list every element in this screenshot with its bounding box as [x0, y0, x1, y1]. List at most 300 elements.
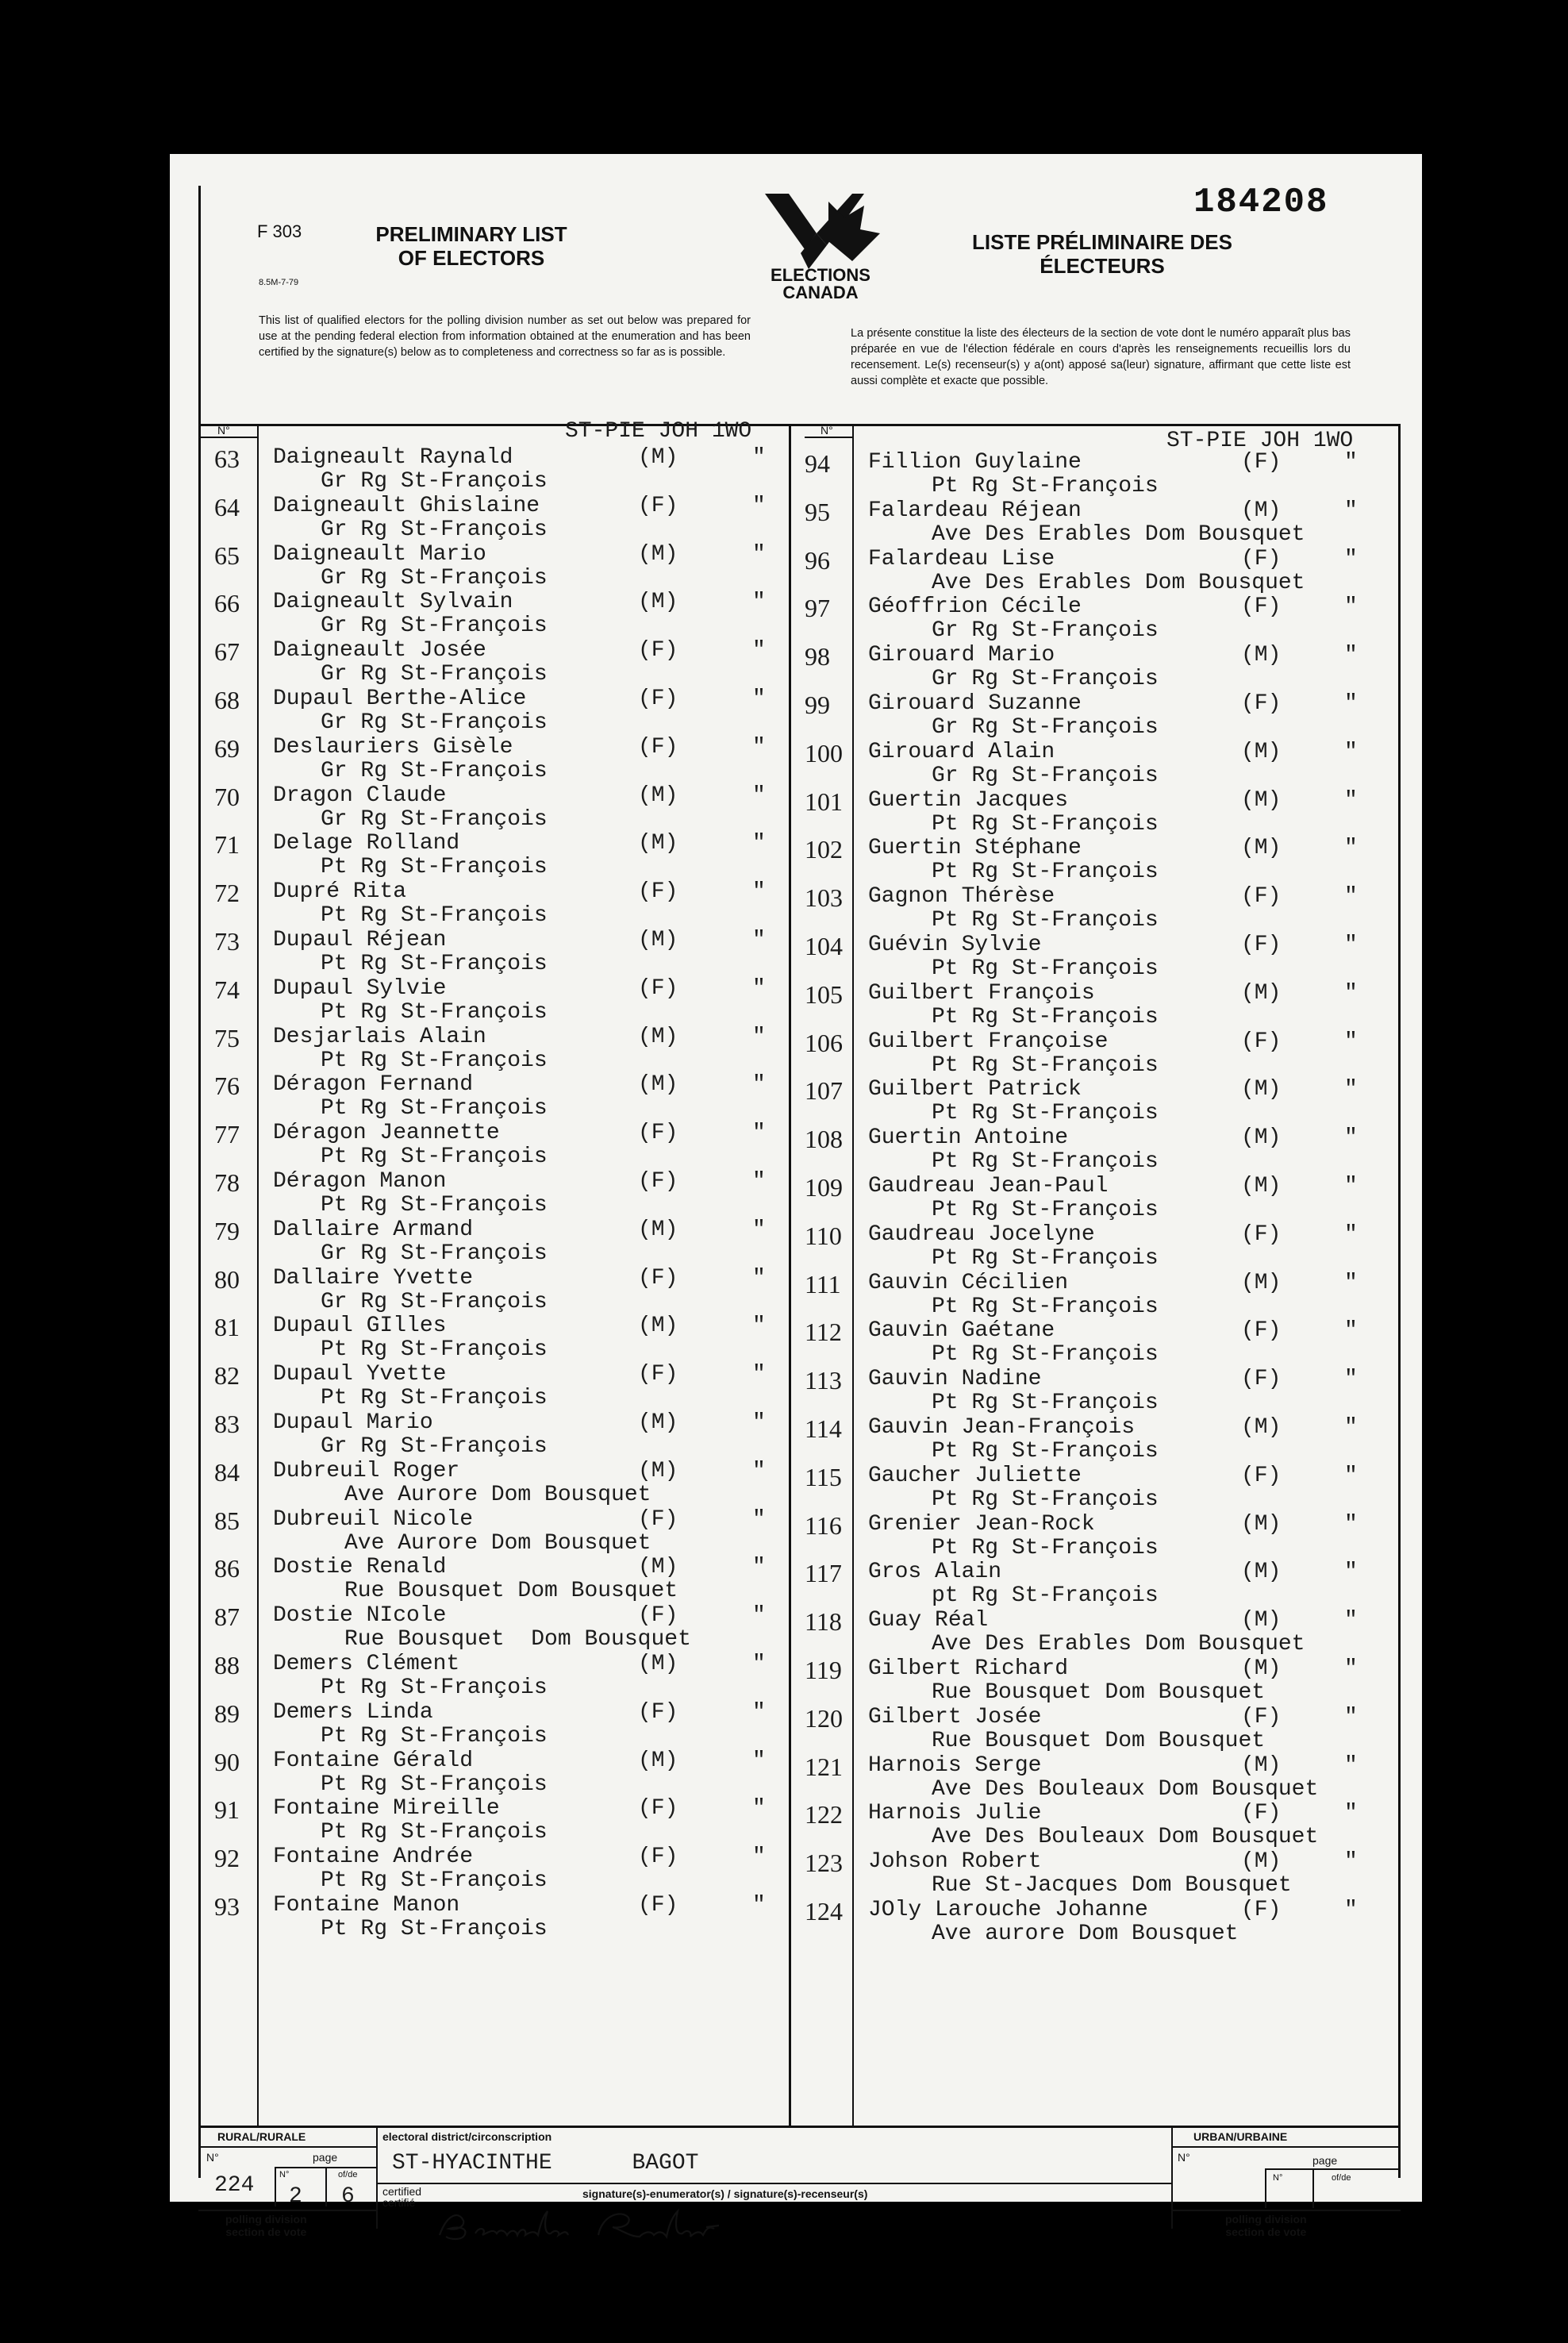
ditto-mark: " — [752, 541, 766, 567]
entry-number: 100 — [805, 738, 843, 768]
elector-address: pt Rg St-François — [932, 1583, 1159, 1609]
elector-address: Pt Rg St-François — [932, 908, 1159, 933]
elector-name: JOly Larouche Johanne — [868, 1898, 1148, 1922]
elector-name: Dallaire Yvette — [273, 1265, 474, 1291]
certified-label: certified certifié — [382, 2185, 422, 2209]
elector-name: Gauvin Nadine — [868, 1367, 1042, 1392]
locality-left: ST-PIE JOH 1WO — [565, 419, 752, 444]
elector-address: Pt Rg St-François — [321, 855, 548, 880]
ditto-mark: " — [752, 1748, 766, 1773]
document-number: 184208 — [1193, 183, 1329, 222]
elector-address: Gr Rg St-François — [932, 618, 1159, 644]
elector-address: Pt Rg St-François — [321, 1772, 548, 1797]
elector-address: Pt Rg St-François — [932, 474, 1159, 498]
elector-name: Gagnon Thérèse — [868, 884, 1055, 910]
elector-address: Pt Rg St-François — [321, 1096, 548, 1121]
elector-sex: (M) — [1241, 1174, 1282, 1198]
elector-sex: (F) — [1241, 1222, 1282, 1247]
elector-name: Dupaul GIlles — [273, 1314, 447, 1339]
elector-sex: (F) — [1241, 1367, 1282, 1392]
maple-leaf-x-icon — [733, 186, 908, 305]
elector-address: Pt Rg St-François — [932, 1198, 1159, 1222]
polling-division-label-left: polling division section de vote — [225, 2213, 307, 2238]
entry-number: 115 — [805, 1462, 842, 1491]
elector-name: Déragon Manon — [273, 1169, 447, 1194]
entry-number: 88 — [214, 1651, 240, 1679]
ditto-mark: " — [752, 1265, 766, 1291]
svg-text:CANADA: CANADA — [782, 283, 859, 302]
entry-number: 122 — [805, 1800, 843, 1829]
entry-number: 102 — [805, 835, 843, 864]
elector-sex: (F) — [638, 1362, 678, 1387]
elector-name: Demers Clément — [273, 1652, 460, 1676]
elector-name: Dragon Claude — [273, 783, 447, 808]
elector-name: Dallaire Armand — [273, 1217, 474, 1242]
ditto-mark: " — [752, 638, 766, 664]
ditto-mark: " — [752, 1458, 766, 1483]
elector-address: Pt Rg St-François — [932, 1294, 1159, 1319]
urban-page-box-mid — [1312, 2168, 1314, 2208]
footer-rural-divider — [376, 2126, 378, 2229]
ditto-mark: " — [752, 928, 766, 952]
elector-sex: (F) — [638, 493, 678, 518]
elector-sex: (M) — [1241, 836, 1282, 861]
entry-number: 78 — [214, 1168, 240, 1197]
col-no-label-left: N° — [217, 424, 230, 437]
ditto-mark: " — [1344, 884, 1358, 910]
entry-number: 98 — [805, 642, 830, 671]
elector-sex: (M) — [638, 1217, 678, 1242]
elector-address: Ave Des Erables Dom Bousquet — [932, 1632, 1305, 1657]
elector-address: Pt Rg St-François — [932, 1004, 1159, 1029]
elector-name: Deslauriers Gisèle — [273, 734, 513, 760]
ditto-mark: " — [1344, 1270, 1358, 1295]
elector-address: Pt Rg St-François — [321, 1386, 548, 1411]
elector-address: Ave Des Bouleaux Dom Bousquet — [932, 1825, 1319, 1850]
ditto-mark: " — [1344, 836, 1358, 861]
ditto-mark: " — [1344, 1898, 1358, 1922]
elector-name: Dupaul Réjean — [273, 928, 447, 952]
elector-sex: (M) — [638, 1024, 678, 1049]
entry-number: 83 — [214, 1410, 240, 1438]
elector-name: Delage Rolland — [273, 831, 460, 856]
entry-number: 67 — [214, 637, 240, 667]
elector-sex: (F) — [638, 1603, 678, 1629]
entry-number: 89 — [214, 1699, 240, 1728]
elector-name: Dupré Rita — [273, 879, 407, 905]
elector-name: Girouard Mario — [868, 643, 1055, 668]
entry-number: 121 — [805, 1752, 843, 1781]
ditto-mark: " — [752, 1845, 766, 1870]
entry-number: 87 — [214, 1602, 240, 1632]
entry-number: 70 — [214, 782, 240, 811]
elector-address: Rue Bousquet Dom Bousquet — [344, 1579, 678, 1604]
col-no-label-right: N° — [821, 424, 833, 437]
elector-sex: (M) — [638, 783, 678, 808]
entry-number: 73 — [214, 927, 240, 956]
elector-address: Pt Rg St-François — [321, 1868, 548, 1894]
elector-address: Pt Rg St-François — [321, 1337, 548, 1363]
entry-number: 96 — [805, 545, 830, 575]
elector-sex: (M) — [1241, 1560, 1282, 1585]
ditto-mark: " — [752, 783, 766, 808]
elector-sex: (M) — [1241, 1270, 1282, 1295]
entry-number: 110 — [805, 1221, 842, 1250]
elector-address: Pt Rg St-François — [932, 1101, 1159, 1126]
rural-no-value: 224 — [214, 2173, 255, 2198]
elector-address: Rue St-Jacques Dom Bousquet — [932, 1873, 1292, 1899]
elector-address: Pt Rg St-François — [932, 1439, 1159, 1464]
elector-sex: (F) — [638, 1506, 678, 1532]
entry-number: 112 — [805, 1318, 842, 1347]
elector-name: Géoffrion Cécile — [868, 594, 1082, 620]
elector-address: Pt Rg St-François — [321, 1145, 548, 1170]
elector-sex: (M) — [1241, 1752, 1282, 1778]
elector-address: Gr Rg St-François — [932, 715, 1159, 740]
elector-sex: (M) — [1241, 1656, 1282, 1681]
entry-number: 79 — [214, 1216, 240, 1245]
elector-address: Ave Des Erables Dom Bousquet — [932, 570, 1305, 595]
elector-sex: (M) — [638, 541, 678, 567]
elector-sex: (F) — [1241, 1801, 1282, 1826]
ditto-mark: " — [1344, 1174, 1358, 1198]
footer-urban-divider — [1171, 2126, 1173, 2229]
svg-text:ELECTIONS: ELECTIONS — [771, 265, 870, 285]
elector-name: Dubreuil Nicole — [273, 1506, 474, 1532]
rural-page-no-label: N° — [279, 2170, 290, 2179]
rural-page-of-label: of/de — [338, 2170, 358, 2179]
ditto-mark: " — [752, 590, 766, 615]
elector-name: Grenier Jean-Rock — [868, 1511, 1095, 1537]
elector-sex: (M) — [638, 928, 678, 952]
footer-district-rule — [378, 2183, 1171, 2184]
ditto-mark: " — [752, 493, 766, 518]
right-margin-line — [1398, 424, 1401, 2178]
entry-number: 105 — [805, 979, 843, 1009]
elector-name: Dubreuil Roger — [273, 1458, 460, 1483]
elector-address: Pt Rg St-François — [321, 999, 548, 1025]
urban-no-label: N° — [1178, 2151, 1190, 2164]
elector-sex: (M) — [638, 831, 678, 856]
ditto-mark: " — [1344, 594, 1358, 620]
elector-name: Gaucher Juliette — [868, 1463, 1082, 1488]
elector-sex: (M) — [638, 1072, 678, 1098]
entry-number: 75 — [214, 1023, 240, 1052]
elector-name: Johson Robert — [868, 1849, 1042, 1875]
elector-sex: (M) — [1241, 498, 1282, 523]
urban-page-of-label: of/de — [1332, 2173, 1351, 2183]
elector-name: Daigneault Raynald — [273, 445, 513, 470]
entry-number: 65 — [214, 541, 240, 570]
entry-number: 84 — [214, 1457, 240, 1487]
entry-number: 107 — [805, 1076, 843, 1106]
entry-number: 111 — [805, 1269, 841, 1298]
ditto-mark: " — [1344, 1463, 1358, 1488]
ditto-mark: " — [1344, 691, 1358, 716]
ditto-mark: " — [1344, 787, 1358, 813]
ditto-mark: " — [1344, 1752, 1358, 1778]
entry-number: 93 — [214, 1892, 240, 1921]
elector-sex: (F) — [1241, 1898, 1282, 1922]
header-rule — [198, 424, 1401, 426]
elector-address: Gr Rg St-François — [321, 469, 548, 494]
entry-number: 114 — [805, 1414, 842, 1443]
ditto-mark: " — [1344, 980, 1358, 1006]
elector-address: Gr Rg St-François — [321, 517, 548, 542]
entry-number: 117 — [805, 1559, 842, 1588]
elector-name: Daigneault Ghislaine — [273, 493, 540, 518]
district-label: electoral district/circonscription — [382, 2130, 552, 2143]
ditto-mark: " — [1344, 1029, 1358, 1054]
elector-name: Guertin Antoine — [868, 1125, 1069, 1151]
locality-right: ST-PIE JOH 1WO — [1166, 429, 1354, 453]
entry-number: 91 — [214, 1795, 240, 1825]
elector-address: Ave Des Erables Dom Bousquet — [932, 521, 1305, 547]
ditto-mark: " — [1344, 739, 1358, 764]
elector-name: Fontaine Mireille — [273, 1796, 500, 1822]
elector-sex: (M) — [1241, 980, 1282, 1006]
elector-name: Dostie NIcole — [273, 1603, 447, 1629]
elector-name: Gilbert Richard — [868, 1656, 1069, 1681]
ditto-mark: " — [752, 734, 766, 760]
elector-address: Pt Rg St-François — [932, 1535, 1159, 1560]
elector-name: Daigneault Sylvain — [273, 590, 513, 615]
elector-sex: (M) — [638, 1458, 678, 1483]
entry-number: 74 — [214, 975, 240, 1004]
ditto-mark: " — [752, 1652, 766, 1676]
page-of-value: 6 — [341, 2184, 355, 2209]
ditto-mark: " — [752, 1217, 766, 1242]
elector-sex: (F) — [1241, 933, 1282, 957]
elector-address: Gr Rg St-François — [321, 1289, 548, 1314]
elector-address: Gr Rg St-François — [321, 710, 548, 735]
entry-number: 94 — [805, 449, 830, 478]
center-divider — [789, 424, 791, 2126]
elector-sex: (F) — [1241, 594, 1282, 620]
elector-name: Déragon Fernand — [273, 1072, 474, 1098]
urban-page-label: page — [1312, 2154, 1338, 2167]
footer-top-rule — [198, 2126, 1401, 2128]
elector-sex: (M) — [1241, 739, 1282, 764]
ditto-mark: " — [752, 445, 766, 470]
elector-address: Gr Rg St-François — [932, 667, 1159, 692]
elector-address: Pt Rg St-François — [932, 956, 1159, 981]
elector-sex: (F) — [638, 1121, 678, 1146]
elector-name: Harnois Serge — [868, 1752, 1042, 1778]
urban-label: URBAN/URBAINE — [1193, 2130, 1288, 2143]
elector-name: Dupaul Yvette — [273, 1362, 447, 1387]
form-print-code: 8.5M-7-79 — [259, 278, 299, 287]
elector-sex: (M) — [1241, 1511, 1282, 1537]
elector-name: Harnois Julie — [868, 1801, 1042, 1826]
entry-number: 103 — [805, 883, 843, 913]
elector-sex: (F) — [638, 1893, 678, 1918]
entry-number: 90 — [214, 1747, 240, 1776]
entry-number: 77 — [214, 1120, 240, 1149]
elector-address: Gr Rg St-François — [321, 1241, 548, 1266]
elector-sex: (M) — [1241, 643, 1282, 668]
ditto-mark: " — [752, 1121, 766, 1146]
elector-name: Gaudreau Jocelyne — [868, 1222, 1095, 1247]
elector-name: Dupaul Mario — [273, 1410, 433, 1435]
elector-sex: (F) — [638, 1699, 678, 1725]
elector-sex: (M) — [638, 590, 678, 615]
ditto-mark: " — [1344, 1608, 1358, 1633]
elector-sex: (F) — [1241, 1318, 1282, 1344]
elector-sex: (F) — [1241, 691, 1282, 716]
ditto-mark: " — [752, 687, 766, 711]
entry-number: 104 — [805, 932, 843, 960]
ditto-mark: " — [752, 831, 766, 856]
urban-page-box-left — [1265, 2168, 1266, 2208]
rural-label: RURAL/RURALE — [217, 2130, 306, 2143]
electors-list-page — [170, 154, 1422, 2238]
ditto-mark: " — [1344, 643, 1358, 668]
entry-number: 119 — [805, 1656, 842, 1684]
elector-sex: (M) — [1241, 1077, 1282, 1102]
ditto-mark: " — [752, 1555, 766, 1580]
entry-number: 63 — [214, 444, 240, 473]
rural-no-label: N° — [206, 2151, 219, 2164]
ditto-mark: " — [1344, 1656, 1358, 1681]
elector-address: Pt Rg St-François — [932, 1342, 1159, 1368]
elector-sex: (F) — [1241, 884, 1282, 910]
ditto-mark: " — [752, 1796, 766, 1822]
entry-number: 97 — [805, 594, 830, 623]
ditto-mark: " — [1344, 1704, 1358, 1729]
elector-sex: (M) — [638, 445, 678, 470]
ditto-mark: " — [1344, 1801, 1358, 1826]
elector-address: Pt Rg St-François — [321, 903, 548, 929]
elector-name: Fontaine Manon — [273, 1893, 460, 1918]
elector-address: Rue Bousquet Dom Bousquet — [932, 1680, 1266, 1705]
entry-number: 124 — [805, 1897, 843, 1926]
entry-number: 113 — [805, 1366, 842, 1395]
urban-page-no-label: N° — [1273, 2173, 1283, 2183]
footer-rural-rule — [198, 2146, 377, 2148]
elector-address: Rue Bousquet Dom Bousquet — [932, 1728, 1266, 1753]
elector-sex: (F) — [638, 687, 678, 711]
right-no-column-line — [852, 424, 854, 2126]
elector-name: Guertin Jacques — [868, 787, 1069, 813]
footer-page-box-left — [275, 2167, 276, 2206]
footer-polling-rule-left — [198, 2210, 377, 2211]
ditto-mark: " — [1344, 546, 1358, 571]
ditto-mark: " — [1344, 1849, 1358, 1875]
elector-name: Guilbert Françoise — [868, 1029, 1109, 1054]
ditto-mark: " — [752, 879, 766, 905]
entry-number: 85 — [214, 1506, 240, 1535]
ditto-mark: " — [1344, 1511, 1358, 1537]
entry-number: 82 — [214, 1361, 240, 1391]
elector-sex: (F) — [638, 1796, 678, 1822]
elector-name: Guévin Sylvie — [868, 933, 1042, 957]
ditto-mark: " — [752, 1314, 766, 1339]
ditto-mark: " — [1344, 1367, 1358, 1392]
district-value: ST-HYACINTHE BAGOT — [392, 2151, 699, 2176]
elector-sex: (F) — [1241, 546, 1282, 571]
ditto-mark: " — [752, 1024, 766, 1049]
footer-urban-rule — [1171, 2146, 1401, 2148]
ditto-mark: " — [752, 1072, 766, 1098]
ditto-mark: " — [752, 1410, 766, 1435]
footer-polling-rule-right — [1171, 2210, 1401, 2211]
elector-address: Rue Bousquet Dom Bousquet — [344, 1627, 691, 1652]
elector-name: Guertin Stéphane — [868, 836, 1082, 861]
elector-sex: (M) — [1241, 787, 1282, 813]
left-no-column-line — [257, 424, 259, 2126]
urban-page-box-top — [1265, 2168, 1401, 2170]
elector-sex: (F) — [638, 638, 678, 664]
entry-number: 68 — [214, 686, 240, 714]
elector-address: Gr Rg St-François — [932, 763, 1159, 788]
ditto-mark: " — [1344, 1318, 1358, 1344]
elector-sex: (F) — [638, 879, 678, 905]
elector-sex: (M) — [1241, 1415, 1282, 1440]
elector-name: Fontaine Gérald — [273, 1748, 474, 1773]
elector-name: Guilbert Patrick — [868, 1077, 1082, 1102]
elector-sex: (F) — [638, 1169, 678, 1194]
elector-address: Pt Rg St-François — [321, 1675, 548, 1700]
entry-number: 106 — [805, 1028, 843, 1057]
elector-name: Girouard Alain — [868, 739, 1055, 764]
elector-address: Gr Rg St-François — [321, 1434, 548, 1459]
entry-number: 116 — [805, 1510, 842, 1540]
elector-sex: (F) — [1241, 1029, 1282, 1054]
polling-division-label-right: polling division section de vote — [1225, 2213, 1307, 2238]
elections-canada-logo — [733, 186, 908, 305]
elector-name: Desjarlais Alain — [273, 1024, 486, 1049]
elector-sex: (F) — [638, 1265, 678, 1291]
elector-address: Pt Rg St-François — [932, 811, 1159, 837]
elector-address: Ave Des Bouleaux Dom Bousquet — [932, 1776, 1319, 1802]
elector-name: Dostie Renald — [273, 1555, 447, 1580]
elector-address: Pt Rg St-François — [321, 1917, 548, 1941]
elector-sex: (M) — [1241, 1125, 1282, 1151]
elector-address: Pt Rg St-François — [321, 1193, 548, 1218]
entry-number: 101 — [805, 787, 843, 816]
elector-address: Gr Rg St-François — [321, 758, 548, 783]
entry-number: 95 — [805, 497, 830, 526]
entry-number: 92 — [214, 1844, 240, 1873]
elector-name: Gauvin Gaétane — [868, 1318, 1055, 1344]
intro-english: This list of qualified electors for the polling division number as set out below was prepared for use at the pending federal election from information obtained at the enumeration and has been certified by the signature(s) below as to completeness and correctness so far as is possible. — [259, 314, 751, 359]
elector-address: Pt Rg St-François — [932, 1487, 1159, 1512]
elector-address: Pt Rg St-François — [932, 1391, 1159, 1416]
rural-page-label: page — [313, 2151, 338, 2164]
ditto-mark: " — [752, 1893, 766, 1918]
entry-number: 109 — [805, 1173, 843, 1202]
entry-number: 86 — [214, 1554, 240, 1583]
elector-name: Daigneault Josée — [273, 638, 486, 664]
elector-sex: (F) — [1241, 1463, 1282, 1488]
entry-number: 64 — [214, 492, 240, 521]
elector-name: Gaudreau Jean-Paul — [868, 1174, 1109, 1198]
elector-sex: (M) — [638, 1410, 678, 1435]
elector-name: Gauvin Jean-François — [868, 1415, 1136, 1440]
elector-sex: (M) — [638, 1555, 678, 1580]
enumerator-signature — [432, 2205, 781, 2245]
entry-number: 99 — [805, 691, 830, 719]
ditto-mark: " — [1344, 1222, 1358, 1247]
entry-number: 118 — [805, 1607, 842, 1637]
entry-number: 76 — [214, 1071, 240, 1101]
entry-number: 123 — [805, 1849, 843, 1878]
elector-name: Falardeau Réjean — [868, 498, 1082, 523]
elector-address: Ave Aurore Dom Bousquet — [344, 1530, 651, 1556]
ditto-mark: " — [1344, 498, 1358, 523]
ditto-mark: " — [752, 1603, 766, 1629]
